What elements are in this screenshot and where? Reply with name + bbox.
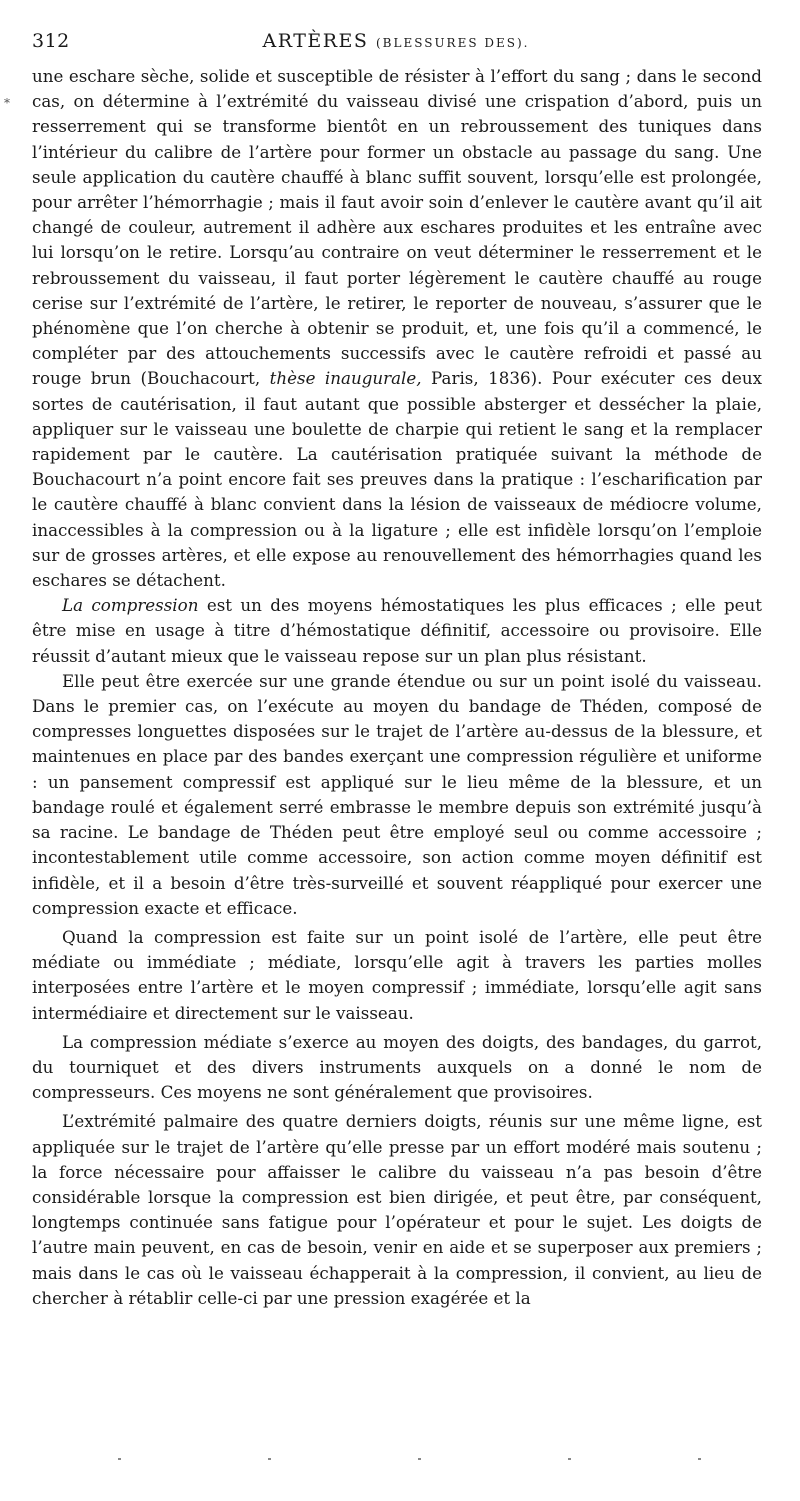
scan-dot	[418, 1458, 421, 1460]
body-text	[32, 64, 762, 1311]
paragraph-2-text: est un des moyens hémostatiques les plus efficaces ; elle peut être mise en usage à titre d’hémostatique définitif, accessoire ou provisoire. Elle réussit d’autant mieux que le vaisseau repose sur un plan plus résistant.	[32, 595, 762, 666]
paragraph-6	[32, 1109, 762, 1311]
running-title-sub: (BLESSURES DES).	[375, 36, 530, 50]
paragraph-6-text: L’extrémité palmaire des quatre derniers doigts, réunis sur une même ligne, est appliquée sur le trajet de l’artère qu’elle presse par un effort modéré mais soutenu ; la force nécessaire pour affaisser le calibre du vaisseau n’a pas besoin d’être considérable lorsque la compression est bien dirigée, et peut être, par conséquent, longtemps continuée sans fatigue pour l’opérateur et pour le sujet. Les doigts de l’autre main peuvent, en cas de besoin, venir en aide et se superposer aux premiers ; mais dans le cas où le vaisseau échapperait à la compression, il convient, au lieu de chercher à rétablir celle-ci par une pression exagérée et la	[32, 1111, 762, 1308]
paragraph-5	[32, 1030, 762, 1106]
running-title-main: ARTÈRES	[262, 30, 369, 52]
paragraph-3	[32, 669, 762, 921]
scan-dot	[698, 1458, 701, 1460]
paragraph-1-text: une eschare sèche, solide et susceptible de résister à l’effort du sang ; dans le second cas, on détermine à l’extrémité du vaisseau divisé une crispation d’abord, puis un resserrement qui se transforme bientôt en un rebroussement des tuniques dans l’intérieur du calibre de l’artère pour former un obstacle au passage du sang. Une seule application du cautère chauffé à blanc suffit souvent, lorsqu’elle est prolongée, pour arrêter l’hémorrhagie ; mais il faut avoir soin d’enlever le cautère avant qu’il ait changé de couleur, autrement il adhère aux eschares produites et les entraîne avec lui lorsqu’on le retire. Lorsqu’au contraire on veut déterminer le resserrement et le rebroussement du vaisseau, il faut porter légèrement le cautère chauffé au rouge cerise sur l’extrémité de l’artère, le retirer, le reporter de nouveau, s’assurer que le phénomène que l’on cherche à obtenir se produit, et, une fois qu’il a commencé, le compléter par des attouchements successifs avec le cautère refroidi et passé au rouge brun (Bouchacourt,	[32, 66, 762, 389]
margin-mark: *	[4, 96, 10, 110]
paragraph-1	[32, 64, 762, 593]
scan-dots	[0, 1458, 800, 1468]
paragraph-4	[32, 925, 762, 1026]
page-header	[32, 30, 760, 60]
paragraph-4-text: Quand la compression est faite sur un point isolé de l’artère, elle peut être médiate ou immédiate ; médiate, lorsqu’elle agit à travers les parties molles interposées entre l’artère et le moyen compressif ; immédiate, lorsqu’elle agit sans intermédiaire et directement sur le vaisseau.	[32, 926, 762, 1023]
page-number: 312	[32, 30, 70, 52]
paragraph-5-text: La compression médiate s’exerce au moyen des doigts, des bandages, du garrot, du tourniquet et des divers instruments auxquels on a donné le nom de compresseurs. Ces moyens ne sont généralement que provisoires.	[32, 1031, 762, 1103]
scan-dot	[268, 1458, 271, 1460]
paragraph-1-text-after: Paris, 1836). Pour exécuter ces deux sortes de cautérisation, il faut autant que possible absterger et dessécher la plaie, appliquer sur le vaisseau une boulette de charpie qui retient le sang et la remplacer rapidement par le cautère. La cautérisation pratiquée suivant la méthode de Bouchacourt n’a point encore fait ses preuves dans la pratique : l’escharification par le cautère chauffé à blanc convient dans la lésion de vaisseaux de médiocre volume, inaccessibles à la compression ou à la ligature ; elle est infidèle lorsqu’on l’emploie sur de grosses artères, et elle expose au renouvellement des hémorrhagies quand les eschares se détachent.	[32, 368, 762, 591]
paragraph-1-italic: thèse inaugurale,	[269, 368, 422, 389]
paragraph-2	[32, 593, 762, 669]
running-title	[32, 30, 760, 52]
scan-dot	[118, 1458, 121, 1460]
paragraph-2-italic-lead: La compression	[62, 595, 199, 616]
scan-dot	[568, 1458, 571, 1460]
paragraph-3-text: Elle peut être exercée sur une grande étendue ou sur un point isolé du vaisseau. Dans le premier cas, on l’exécute au moyen du bandage de Théden, composé de compresses longuettes disposées sur le trajet de l’artère au-dessus de la blessure, et maintenues en place par des bandes exerçant une compression régulière et uniforme : un pansement compressif est appliqué sur le lieu même de la blessure, et un bandage roulé et également serré embrasse le membre depuis son extrémité jusqu’à sa racine. Le bandage de Théden peut être employé seul ou comme accessoire ; incontestablement utile comme accessoire, son action comme moyen définitif est infidèle, et il a besoin d’être très-surveillé et souvent réappliqué pour exercer une compression exacte et efficace.	[32, 670, 762, 918]
